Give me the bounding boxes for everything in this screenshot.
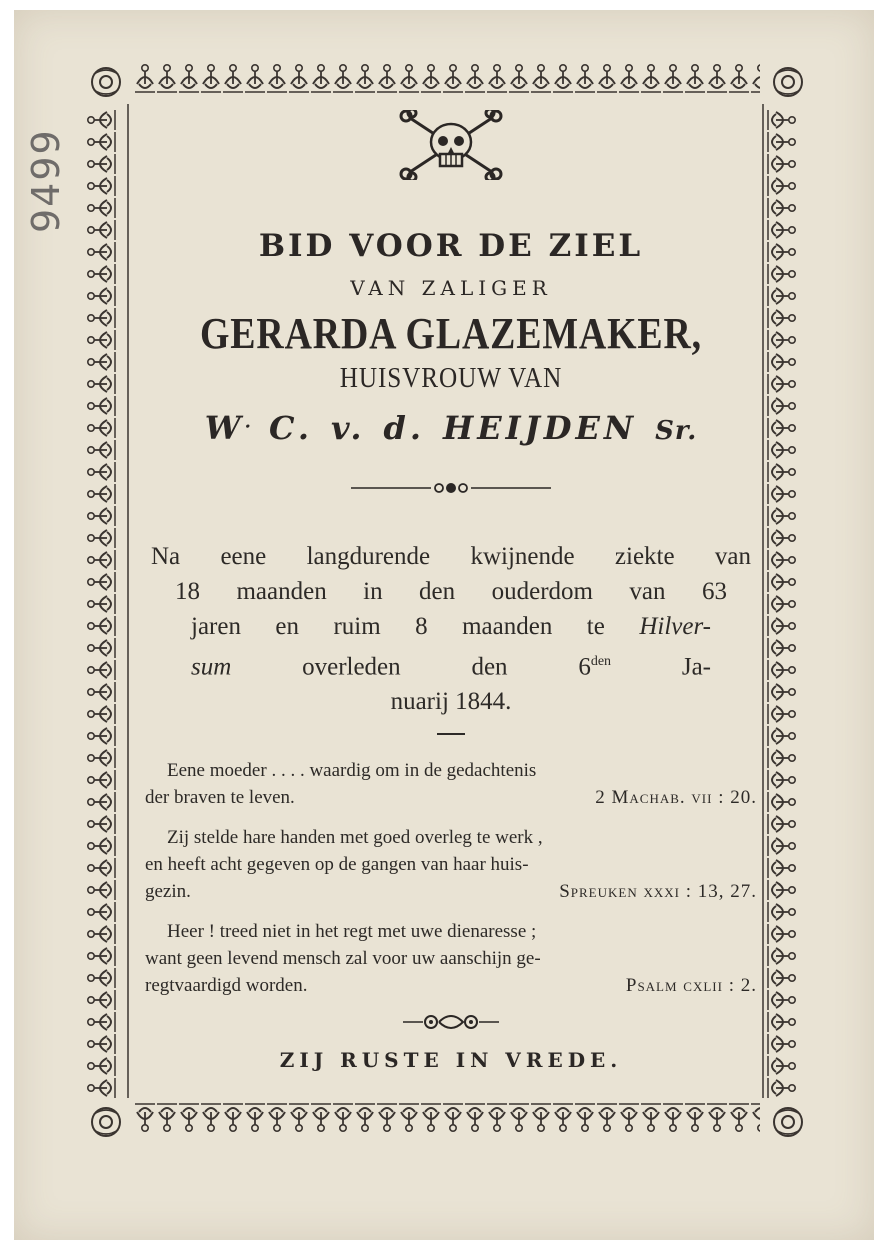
card-text xyxy=(140,110,762,1072)
closing-line: ZIJ RUSTE IN VREDE. xyxy=(279,1048,623,1073)
quote-line: gezin. Spreuken xxxi : 13, 27. xyxy=(145,878,757,905)
heading-prayer: BID VOOR DE ZIEL xyxy=(258,228,644,264)
quote-psalm xyxy=(145,918,757,999)
quote-line: want geen levend mensch zal voor uw aanschijn ge- xyxy=(145,948,541,970)
spouse-suffix: Sr. xyxy=(655,416,698,446)
quote-line: Zij stelde hare handen met goed overleg te werk , xyxy=(167,827,543,849)
bio-line-2: 18 maanden in den ouderdom van 63 xyxy=(175,578,727,605)
bio-line-5: nuarij 1844. xyxy=(390,688,512,716)
scripture-quotes xyxy=(145,757,757,999)
deceased-name: GERARDA GLAZEMAKER, xyxy=(200,309,702,358)
spouse-particle-d: d. xyxy=(383,409,426,447)
biography xyxy=(151,539,751,719)
quote-machab xyxy=(145,757,757,811)
bio-line-4: sum overleden den $6^{den}$ Ja- xyxy=(191,653,712,681)
heading-late: VAN ZALIGER xyxy=(350,276,552,300)
quote-line: en heeft acht gegeven op de gangen van haar huis- xyxy=(145,854,529,876)
quote-reference: Spreuken xxxi : 13, 27. xyxy=(559,881,757,903)
footer-ornament xyxy=(401,1012,501,1032)
spouse-particle-v: v. xyxy=(330,409,366,447)
spouse-surname: HEIJDEN xyxy=(443,409,638,447)
spouse-initial-w: W. xyxy=(204,409,251,447)
spouse-name xyxy=(140,409,762,447)
quote-reference: 2 Machab. vii : 20. xyxy=(595,787,757,809)
quote-reference: Psalm cxlii : 2. xyxy=(625,975,757,997)
spouse-initial-c: C. xyxy=(268,409,313,447)
spouse-label: HUISVROUW VAN xyxy=(339,363,563,394)
quote-line: Heer ! treed niet in het regt met uwe dienaresse ; xyxy=(167,921,537,943)
bio-line-3: jaren en ruim 8 maanden te Hilver- xyxy=(191,613,712,640)
quote-line: Eene moeder . . . . waardig om in de gedachtenis xyxy=(167,760,537,782)
quote-line: der braven te leven. 2 Machab. vii : 20. xyxy=(145,784,757,811)
skull-crossbones-icon xyxy=(396,110,506,180)
quote-line: regtvaardigd worden. Psalm cxlii : 2. xyxy=(145,972,757,999)
catalog-number: 9499 xyxy=(24,128,68,233)
ornamental-divider xyxy=(351,481,551,495)
quote-spreuken xyxy=(145,824,757,905)
bio-line-1: Na eene langdurende kwijnende ziekte van xyxy=(151,543,751,570)
short-rule xyxy=(437,733,465,735)
